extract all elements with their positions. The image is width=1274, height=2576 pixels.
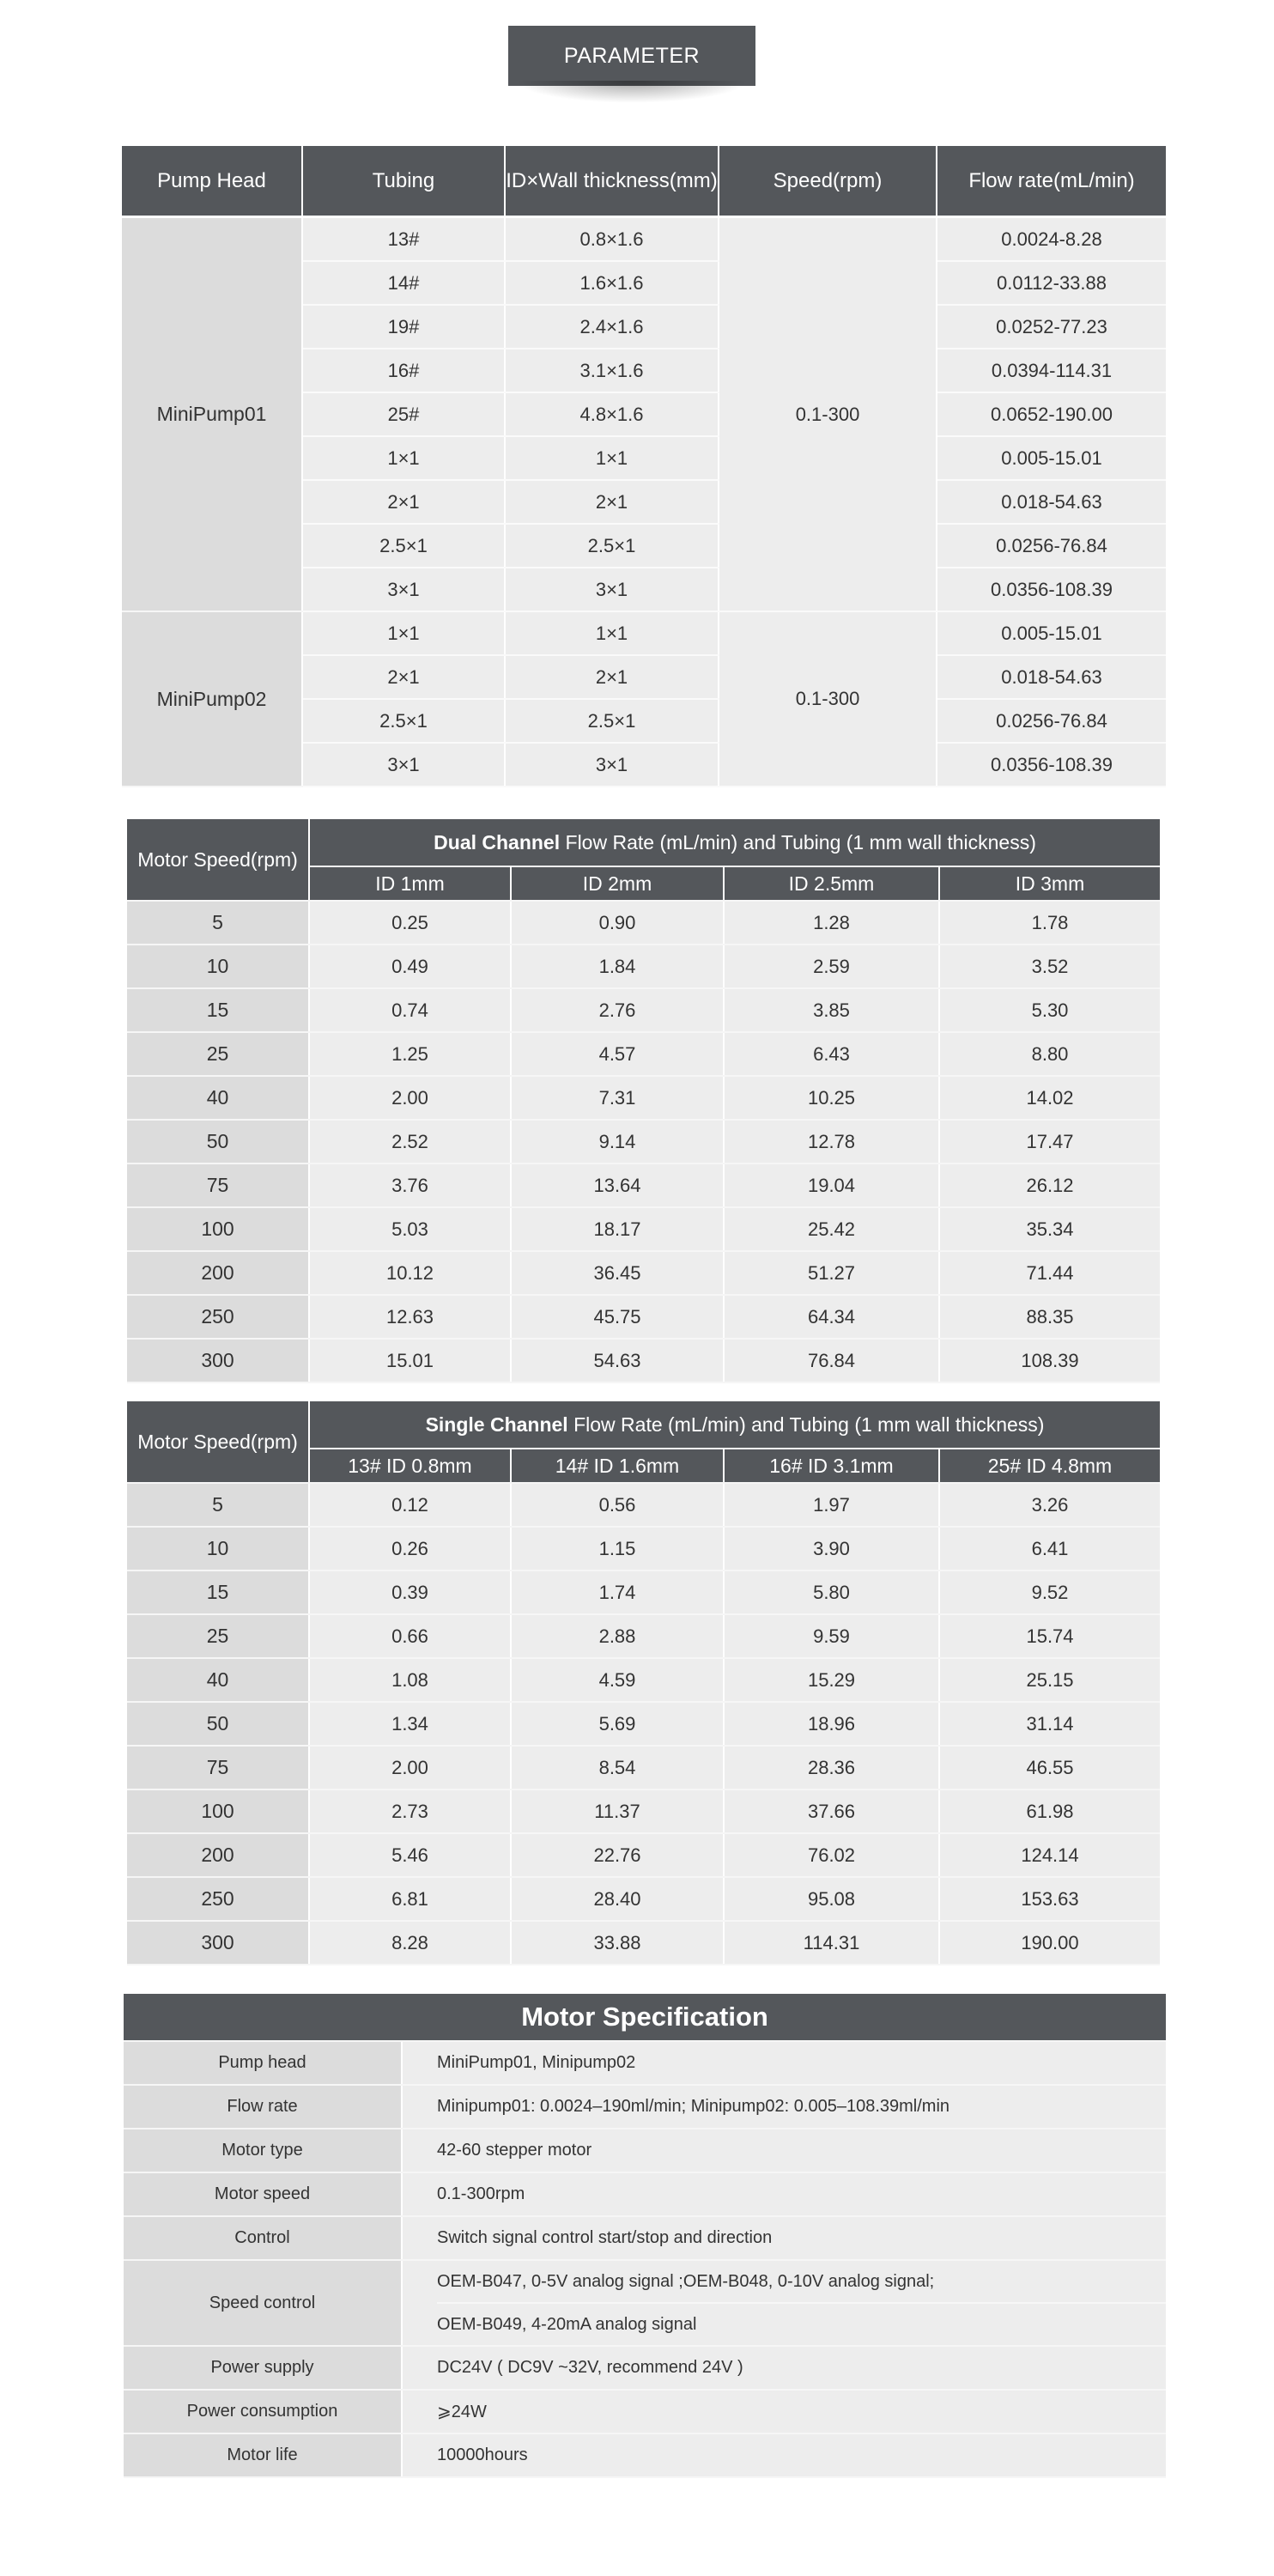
- single-row: [127, 1571, 1160, 1614]
- tubing-cell: 3×1: [302, 568, 505, 611]
- motor-spec-table: [124, 1994, 1166, 2478]
- motor-spec-body: [124, 2041, 1166, 2477]
- flow-rate-cell: 0.0394-114.31: [937, 349, 1166, 392]
- dual-row: [127, 988, 1160, 1032]
- single-value-cell: 124.14: [939, 1833, 1160, 1877]
- flow-rate-cell: 0.0652-190.00: [937, 392, 1166, 436]
- single-value-cell: 18.96: [724, 1702, 939, 1746]
- single-value-cell: 9.52: [939, 1571, 1160, 1614]
- tubing-cell: 1×1: [302, 436, 505, 480]
- single-channel-body: [127, 1483, 1160, 1965]
- single-value-cell: 0.12: [309, 1483, 511, 1527]
- tubing-cell: 3×1: [302, 743, 505, 787]
- motor-spec-row: [124, 2041, 1166, 2085]
- spec-label: Motor type: [124, 2129, 402, 2172]
- spec-label: Flow rate: [124, 2085, 402, 2129]
- dual-value-cell: 8.80: [939, 1032, 1160, 1076]
- spec-value: 0.1-300rpm: [402, 2172, 1166, 2216]
- spec-value: ⩾24W: [402, 2390, 1166, 2433]
- single-row: [127, 1921, 1160, 1965]
- dual-channel-body: [127, 901, 1160, 1382]
- id-wall-cell: 2×1: [505, 480, 719, 524]
- header-flow-rate: Flow rate(mL/min): [937, 146, 1166, 217]
- id-wall-cell: 0.8×1.6: [505, 217, 719, 262]
- flow-rate-cell: 0.018-54.63: [937, 480, 1166, 524]
- id-wall-cell: 4.8×1.6: [505, 392, 719, 436]
- motor-spec-row: [124, 2260, 1166, 2346]
- single-speed-cell: 50: [127, 1702, 309, 1746]
- dual-speed-cell: 250: [127, 1295, 309, 1339]
- dual-value-cell: 9.14: [511, 1120, 724, 1163]
- single-value-cell: 5.80: [724, 1571, 939, 1614]
- dual-value-cell: 1.84: [511, 945, 724, 988]
- dual-value-cell: 14.02: [939, 1076, 1160, 1120]
- dual-value-cell: 108.39: [939, 1339, 1160, 1382]
- tubing-cell: 13#: [302, 217, 505, 262]
- dual-value-cell: 0.74: [309, 988, 511, 1032]
- pump-head-cell: MiniPump01: [122, 217, 302, 612]
- id-wall-cell: 1×1: [505, 611, 719, 655]
- single-value-cell: 28.36: [724, 1746, 939, 1789]
- single-value-cell: 15.29: [724, 1658, 939, 1702]
- dual-row: [127, 1120, 1160, 1163]
- tubing-cell: 16#: [302, 349, 505, 392]
- single-value-cell: 114.31: [724, 1921, 939, 1965]
- single-value-cell: 3.26: [939, 1483, 1160, 1527]
- single-value-cell: 95.08: [724, 1877, 939, 1921]
- dual-row: [127, 1295, 1160, 1339]
- dual-speed-cell: 5: [127, 901, 309, 945]
- dual-speed-cell: 75: [127, 1163, 309, 1207]
- id-wall-cell: 2.4×1.6: [505, 305, 719, 349]
- single-row: [127, 1789, 1160, 1833]
- single-speed-cell: 5: [127, 1483, 309, 1527]
- dual-value-cell: 35.34: [939, 1207, 1160, 1251]
- single-speed-cell: 40: [127, 1658, 309, 1702]
- spec-value: 42-60 stepper motor: [402, 2129, 1166, 2172]
- dual-row: [127, 1339, 1160, 1382]
- single-speed-cell: 15: [127, 1571, 309, 1614]
- single-corner-header: Motor Speed(rpm): [127, 1401, 309, 1483]
- dual-value-cell: 3.85: [724, 988, 939, 1032]
- single-value-cell: 61.98: [939, 1789, 1160, 1833]
- dual-value-cell: 19.04: [724, 1163, 939, 1207]
- tubing-cell: 25#: [302, 392, 505, 436]
- flow-rate-cell: 0.0252-77.23: [937, 305, 1166, 349]
- spec-value: 10000hours: [402, 2433, 1166, 2477]
- banner-title: PARAMETER: [563, 43, 701, 68]
- dual-value-cell: 0.25: [309, 901, 511, 945]
- single-title-rest: Flow Rate (mL/min) and Tubing (1 mm wall thickness): [567, 1413, 1045, 1436]
- dual-speed-cell: 25: [127, 1032, 309, 1076]
- dual-value-cell: 1.25: [309, 1032, 511, 1076]
- dual-channel-table: [127, 819, 1160, 1383]
- single-value-cell: 0.26: [309, 1527, 511, 1571]
- spec-label: Motor speed: [124, 2172, 402, 2216]
- single-value-cell: 5.46: [309, 1833, 511, 1877]
- dual-value-cell: 2.00: [309, 1076, 511, 1120]
- flow-rate-cell: 0.0256-76.84: [937, 524, 1166, 568]
- single-value-cell: 33.88: [511, 1921, 724, 1965]
- dual-speed-cell: 10: [127, 945, 309, 988]
- dual-value-cell: 36.45: [511, 1251, 724, 1295]
- single-speed-cell: 75: [127, 1746, 309, 1789]
- single-value-cell: 11.37: [511, 1789, 724, 1833]
- dual-value-cell: 26.12: [939, 1163, 1160, 1207]
- single-value-cell: 0.39: [309, 1571, 511, 1614]
- single-value-cell: 1.97: [724, 1483, 939, 1527]
- motor-spec-row: [124, 2433, 1166, 2477]
- single-value-cell: 0.56: [511, 1483, 724, 1527]
- spec-label: Pump head: [124, 2041, 402, 2085]
- single-value-cell: 2.00: [309, 1746, 511, 1789]
- motor-spec-row: [124, 2346, 1166, 2390]
- single-value-cell: 2.88: [511, 1614, 724, 1658]
- dual-speed-cell: 40: [127, 1076, 309, 1120]
- dual-value-cell: 5.30: [939, 988, 1160, 1032]
- spec-value: [402, 2260, 1166, 2346]
- dual-value-cell: 0.49: [309, 945, 511, 988]
- dual-title-rest: Flow Rate (mL/min) and Tubing (1 mm wall thickness): [560, 830, 1036, 854]
- dual-value-cell: 0.90: [511, 901, 724, 945]
- single-col-header: 25# ID 4.8mm: [939, 1449, 1160, 1483]
- dual-speed-cell: 50: [127, 1120, 309, 1163]
- dual-speed-cell: 100: [127, 1207, 309, 1251]
- dual-value-cell: 25.42: [724, 1207, 939, 1251]
- single-value-cell: 1.08: [309, 1658, 511, 1702]
- flow-rate-cell: 0.0356-108.39: [937, 568, 1166, 611]
- dual-col-header: ID 2.5mm: [724, 866, 939, 901]
- single-row: [127, 1746, 1160, 1789]
- parameter-row: [122, 611, 1166, 655]
- spec-value-line: OEM-B049, 4-20mA analog signal: [437, 2315, 697, 2334]
- dual-value-cell: 71.44: [939, 1251, 1160, 1295]
- dual-speed-cell: 200: [127, 1251, 309, 1295]
- single-row: [127, 1658, 1160, 1702]
- single-speed-cell: 300: [127, 1921, 309, 1965]
- dual-title-bold: Dual Channel: [434, 830, 561, 854]
- single-col-header: 13# ID 0.8mm: [309, 1449, 511, 1483]
- dual-value-cell: 2.59: [724, 945, 939, 988]
- speed-cell: 0.1-300: [719, 217, 937, 612]
- single-title-header: [309, 1401, 1160, 1449]
- header-pump-head: Pump Head: [122, 146, 302, 217]
- dual-row: [127, 1251, 1160, 1295]
- dual-row: [127, 1207, 1160, 1251]
- parameter-banner: [508, 26, 755, 86]
- single-value-cell: 31.14: [939, 1702, 1160, 1746]
- single-row: [127, 1483, 1160, 1527]
- spec-value-line: OEM-B047, 0-5V analog signal ;OEM-B048, 0-10V analog signal;: [437, 2261, 1166, 2304]
- single-col-header: 14# ID 1.6mm: [511, 1449, 724, 1483]
- single-row: [127, 1702, 1160, 1746]
- header-tubing: Tubing: [302, 146, 505, 217]
- motor-spec-row: [124, 2390, 1166, 2433]
- single-value-cell: 28.40: [511, 1877, 724, 1921]
- single-value-cell: 76.02: [724, 1833, 939, 1877]
- dual-value-cell: 18.17: [511, 1207, 724, 1251]
- single-speed-cell: 100: [127, 1789, 309, 1833]
- dual-value-cell: 1.28: [724, 901, 939, 945]
- single-speed-cell: 250: [127, 1877, 309, 1921]
- single-value-cell: 9.59: [724, 1614, 939, 1658]
- spec-value: MiniPump01, Minipump02: [402, 2041, 1166, 2085]
- single-value-cell: 22.76: [511, 1833, 724, 1877]
- spec-label: Power supply: [124, 2346, 402, 2390]
- single-value-cell: 37.66: [724, 1789, 939, 1833]
- spec-label: Motor life: [124, 2433, 402, 2477]
- id-wall-cell: 3.1×1.6: [505, 349, 719, 392]
- dual-value-cell: 4.57: [511, 1032, 724, 1076]
- dual-row: [127, 1032, 1160, 1076]
- flow-rate-cell: 0.0024-8.28: [937, 217, 1166, 262]
- id-wall-cell: 2.5×1: [505, 524, 719, 568]
- flow-rate-cell: 0.018-54.63: [937, 655, 1166, 699]
- dual-row: [127, 1076, 1160, 1120]
- single-value-cell: 2.73: [309, 1789, 511, 1833]
- flow-rate-cell: 0.0112-33.88: [937, 261, 1166, 305]
- dual-row: [127, 945, 1160, 988]
- spec-label: Speed control: [124, 2260, 402, 2346]
- single-value-cell: 8.54: [511, 1746, 724, 1789]
- banner-shadow: [515, 81, 749, 103]
- single-row: [127, 1877, 1160, 1921]
- motor-spec-row: [124, 2085, 1166, 2129]
- spec-label: Control: [124, 2216, 402, 2260]
- dual-col-header: ID 2mm: [511, 866, 724, 901]
- single-col-header: 16# ID 3.1mm: [724, 1449, 939, 1483]
- dual-value-cell: 10.25: [724, 1076, 939, 1120]
- tubing-cell: 19#: [302, 305, 505, 349]
- tubing-cell: 14#: [302, 261, 505, 305]
- single-row: [127, 1527, 1160, 1571]
- id-wall-cell: 1.6×1.6: [505, 261, 719, 305]
- tubing-cell: 2.5×1: [302, 699, 505, 743]
- speed-cell: 0.1-300: [719, 611, 937, 787]
- single-value-cell: 6.81: [309, 1877, 511, 1921]
- dual-col-header: ID 3mm: [939, 866, 1160, 901]
- single-value-cell: 5.69: [511, 1702, 724, 1746]
- single-value-cell: 153.63: [939, 1877, 1160, 1921]
- spec-value: Minipump01: 0.0024–190ml/min; Minipump02: 0.005–108.39ml/min: [402, 2085, 1166, 2129]
- single-value-cell: 1.15: [511, 1527, 724, 1571]
- dual-col-header: ID 1mm: [309, 866, 511, 901]
- dual-value-cell: 5.03: [309, 1207, 511, 1251]
- single-value-cell: 1.34: [309, 1702, 511, 1746]
- single-value-cell: 46.55: [939, 1746, 1160, 1789]
- dual-title-header: [309, 819, 1160, 866]
- dual-row: [127, 1163, 1160, 1207]
- spec-value: Switch signal control start/stop and direction: [402, 2216, 1166, 2260]
- id-wall-cell: 3×1: [505, 743, 719, 787]
- dual-value-cell: 17.47: [939, 1120, 1160, 1163]
- single-speed-cell: 200: [127, 1833, 309, 1877]
- motor-spec-row: [124, 2172, 1166, 2216]
- parameter-table-body: [122, 217, 1166, 787]
- tubing-cell: 1×1: [302, 611, 505, 655]
- dual-value-cell: 3.52: [939, 945, 1160, 988]
- dual-value-cell: 54.63: [511, 1339, 724, 1382]
- dual-value-cell: 6.43: [724, 1032, 939, 1076]
- single-value-cell: 4.59: [511, 1658, 724, 1702]
- dual-corner-header: Motor Speed(rpm): [127, 819, 309, 901]
- single-speed-cell: 10: [127, 1527, 309, 1571]
- dual-value-cell: 45.75: [511, 1295, 724, 1339]
- motor-spec-row: [124, 2216, 1166, 2260]
- dual-value-cell: 13.64: [511, 1163, 724, 1207]
- single-channel-table: [127, 1401, 1160, 1965]
- flow-rate-cell: 0.0356-108.39: [937, 743, 1166, 787]
- dual-speed-cell: 300: [127, 1339, 309, 1382]
- flow-rate-cell: 0.0256-76.84: [937, 699, 1166, 743]
- single-value-cell: 190.00: [939, 1921, 1160, 1965]
- dual-value-cell: 12.63: [309, 1295, 511, 1339]
- single-row: [127, 1614, 1160, 1658]
- single-title-bold: Single Channel: [425, 1413, 568, 1436]
- dual-value-cell: 2.76: [511, 988, 724, 1032]
- single-value-cell: 8.28: [309, 1921, 511, 1965]
- dual-speed-cell: 15: [127, 988, 309, 1032]
- parameter-table: [122, 146, 1166, 787]
- dual-value-cell: 1.78: [939, 901, 1160, 945]
- dual-value-cell: 88.35: [939, 1295, 1160, 1339]
- flow-rate-cell: 0.005-15.01: [937, 611, 1166, 655]
- single-value-cell: 3.90: [724, 1527, 939, 1571]
- dual-value-cell: 15.01: [309, 1339, 511, 1382]
- single-value-cell: 0.66: [309, 1614, 511, 1658]
- tubing-cell: 2×1: [302, 655, 505, 699]
- single-value-cell: 6.41: [939, 1527, 1160, 1571]
- dual-value-cell: 10.12: [309, 1251, 511, 1295]
- id-wall-cell: 3×1: [505, 568, 719, 611]
- single-value-cell: 25.15: [939, 1658, 1160, 1702]
- dual-value-cell: 7.31: [511, 1076, 724, 1120]
- dual-value-cell: 3.76: [309, 1163, 511, 1207]
- parameter-row: [122, 217, 1166, 262]
- id-wall-cell: 2×1: [505, 655, 719, 699]
- spec-value: DC24V ( DC9V ~32V, recommend 24V ): [402, 2346, 1166, 2390]
- single-speed-cell: 25: [127, 1614, 309, 1658]
- pump-head-cell: MiniPump02: [122, 611, 302, 787]
- motor-spec-row: [124, 2129, 1166, 2172]
- single-row: [127, 1833, 1160, 1877]
- header-id-wall: ID×Wall thickness(mm): [505, 146, 719, 217]
- single-value-cell: 1.74: [511, 1571, 724, 1614]
- tubing-cell: 2.5×1: [302, 524, 505, 568]
- parameter-header-row: [122, 146, 1166, 217]
- tubing-cell: 2×1: [302, 480, 505, 524]
- id-wall-cell: 2.5×1: [505, 699, 719, 743]
- dual-value-cell: 64.34: [724, 1295, 939, 1339]
- dual-value-cell: 2.52: [309, 1120, 511, 1163]
- motor-spec-title: Motor Specification: [124, 1994, 1166, 2041]
- id-wall-cell: 1×1: [505, 436, 719, 480]
- dual-row: [127, 901, 1160, 945]
- flow-rate-cell: 0.005-15.01: [937, 436, 1166, 480]
- dual-value-cell: 76.84: [724, 1339, 939, 1382]
- header-speed: Speed(rpm): [719, 146, 937, 217]
- dual-value-cell: 51.27: [724, 1251, 939, 1295]
- dual-value-cell: 12.78: [724, 1120, 939, 1163]
- spec-label: Power consumption: [124, 2390, 402, 2433]
- single-value-cell: 15.74: [939, 1614, 1160, 1658]
